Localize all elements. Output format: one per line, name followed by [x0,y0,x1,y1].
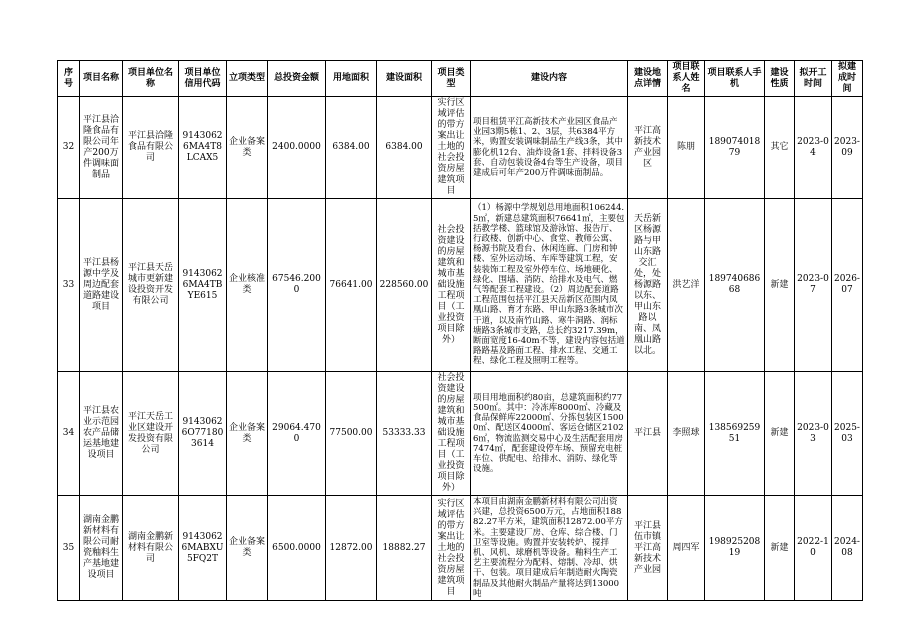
cell-phone: 19892520819 [705,496,765,601]
header-cell: 建设性质 [765,61,795,97]
header-cell: 项目单位名称 [123,61,179,97]
cell-project-name: 平江县杨源中学及周边配套道路建设项目 [80,199,123,372]
cell-contact: 李照球 [668,372,705,496]
cell-unit-name: 平江县洽隆食品有限公司 [123,97,179,199]
cell-location: 天岳新区杨源路与甲山东路交汇处，处杨源路以东、甲山东路以南、凤凰山路以北。 [628,199,668,372]
cell-credit-code: 91430626MA4T8LCAX5 [179,97,227,199]
cell-end: 2026-07 [832,199,863,372]
cell-approval-type: 企业备案类 [227,97,268,199]
cell-no: 33 [58,199,80,372]
cell-approval-type: 企业备案类 [227,496,268,601]
header-cell: 序号 [58,61,80,97]
cell-start: 2022-10 [795,496,832,601]
table-row [58,97,863,199]
cell-contact: 洪艺洋 [668,199,705,372]
cell-content: 项目用地面积约80亩，总建筑面积约77500㎡。其中：冷冻库8000㎡、冷藏及食品保鲜库22000㎡、分拣包装区15000㎡、配送区4000㎡、客运仓储区21026㎡，物流监测交易中心及生活配套用房7474㎡，配套建设停车场、预留充电桩车位、供配电、给排水、消防、绿化等设施。 [471,372,628,496]
cell-start: 2023-07 [795,199,832,372]
table-row [58,372,863,496]
table-row [58,496,863,601]
cell-no: 34 [58,372,80,496]
cell-no: 32 [58,97,80,199]
cell-phone: 13856925951 [705,372,765,496]
header-cell: 用地面积 [326,61,377,97]
cell-project-name: 平江县洽隆食品有限公司年产200万件调味面制品 [80,97,123,199]
cell-end: 2024-08 [832,496,863,601]
cell-investment: 6500.0000 [268,496,326,601]
cell-contact: 陈朋 [668,97,705,199]
cell-project-type: 社会投资建设的房屋建筑和城市基础设施工程项目（工业投资项目除外） [432,199,471,372]
cell-phone: 18974068668 [705,199,765,372]
cell-unit-name: 湖南金鹏新材料有限公司 [123,496,179,601]
header-cell: 项目联系人手机 [705,61,765,97]
cell-nature: 其它 [765,97,795,199]
cell-project-type: 社会投资建设的房屋建筑和城市基础设施工程项目（工业投资项目除外） [432,372,471,496]
cell-land-area: 77500.00 [326,372,377,496]
cell-investment: 29064.4700 [268,372,326,496]
cell-end: 2025-03 [832,372,863,496]
cell-nature: 新建 [765,496,795,601]
header-cell: 项目名称 [80,61,123,97]
header-cell: 立项类型 [227,61,268,97]
header-cell: 建设面积 [377,61,432,97]
cell-build-area: 228560.00 [377,199,432,372]
cell-no: 35 [58,496,80,601]
cell-project-name: 平江县农业示范园农产品储运基地建设项目 [80,372,123,496]
header-cell: 拟建成时间 [832,61,863,97]
cell-contact: 周四军 [668,496,705,601]
header-cell: 建设地点详情 [628,61,668,97]
header-cell: 拟开工时间 [795,61,832,97]
header-cell: 项目联系人姓名 [668,61,705,97]
cell-unit-name: 平江县天岳城市更新建设投资开发有限公司 [123,199,179,372]
cell-start: 2023-04 [795,97,832,199]
cell-phone: 18907401879 [705,97,765,199]
cell-build-area: 18882.27 [377,496,432,601]
header-cell: 项目类型 [432,61,471,97]
table-row [58,199,863,372]
cell-end: 2023-09 [832,97,863,199]
cell-investment: 67546.2000 [268,199,326,372]
cell-land-area: 12872.00 [326,496,377,601]
cell-land-area: 6384.00 [326,97,377,199]
cell-nature: 新建 [765,372,795,496]
cell-start: 2023-03 [795,372,832,496]
cell-nature: 新建 [765,199,795,372]
cell-credit-code: 91430626MABXU5FQ2T [179,496,227,601]
table-header-row [58,61,863,97]
cell-project-name: 湖南金鹏新材料有限公司耐瓷釉料生产基地建设项目 [80,496,123,601]
cell-unit-name: 平江天岳工业区建设开发投资有限公司 [123,372,179,496]
cell-approval-type: 企业备案类 [227,372,268,496]
cell-project-type: 实行区域评估的带方案出让土地的社会投资房屋建筑项目 [432,97,471,199]
header-cell: 项目单位信用代码 [179,61,227,97]
cell-build-area: 6384.00 [377,97,432,199]
cell-project-type: 实行区域评估的带方案出让土地的社会投资房屋建筑项目 [432,496,471,601]
cell-location: 平江县伍市镇平江高新技术产业园 [628,496,668,601]
cell-credit-code: 91430626MA4TBYE615 [179,199,227,372]
cell-location: 平江县 [628,372,668,496]
project-table-sheet [57,60,862,601]
cell-credit-code: 91430626O771803614 [179,372,227,496]
cell-content: 本项目由湖南金鹏新材料有限公司出资兴建，总投资6500万元，占地面积18882.27平方米，建筑面积12872.00平方米。主要建设厂房、仓库、综合楼、门卫室等设施。购置并安装转炉、搅拌机、风机、球磨机等设备。釉料生产工艺主要流程分为配料、熔制、冷却、烘干、包装。项目建成后年制造耐火陶瓷制品及其他耐火制品产量将达到13000吨 [471,496,628,601]
cell-approval-type: 企业核准类 [227,199,268,372]
project-table [57,60,863,601]
header-cell: 总投资金额 [268,61,326,97]
header-cell: 建设内容 [471,61,628,97]
cell-content: 项目租赁平江高新技术产业园区食品产业园3期5栋1、2、3层，共6384平方米，购置安装调味制品生产线3条，其中膨化机12台、油炸设备1套、拌料设备3套、自动包装设备4台等生产设备，项目建成后可年产200万件调味面制品。 [471,97,628,199]
cell-build-area: 53333.33 [377,372,432,496]
cell-content: （1）杨源中学规划总用地面积106244.5㎡，新建总建筑面积76641㎡，主要包括教学楼、篮球馆及游泳馆、报告厅、行政楼、创新中心、食堂、教师公寓、杨源书院及看台、休闲连廊、门房和钟楼、室外运动场、车库等建筑工程，安装装饰工程及室外停车位、场地硬化、绿化、围墙、消防、给排水及电气、燃气等配套工程建设。（2）周边配套道路工程范围包括平江县天岳新区范围内凤凰山路、育才东路、甲山东路3条城市次干道，以及南竹山路、寒牛洞路、润标塘路3条城市支路，总长约3217.39m，断面宽度16-40m不等，建设内容包括道路路基及路面工程、排水工程、交通工程、绿化工程及照明工程等。 [471,199,628,372]
cell-land-area: 76641.00 [326,199,377,372]
cell-location: 平江高新技术产业园区 [628,97,668,199]
cell-investment: 2400.0000 [268,97,326,199]
